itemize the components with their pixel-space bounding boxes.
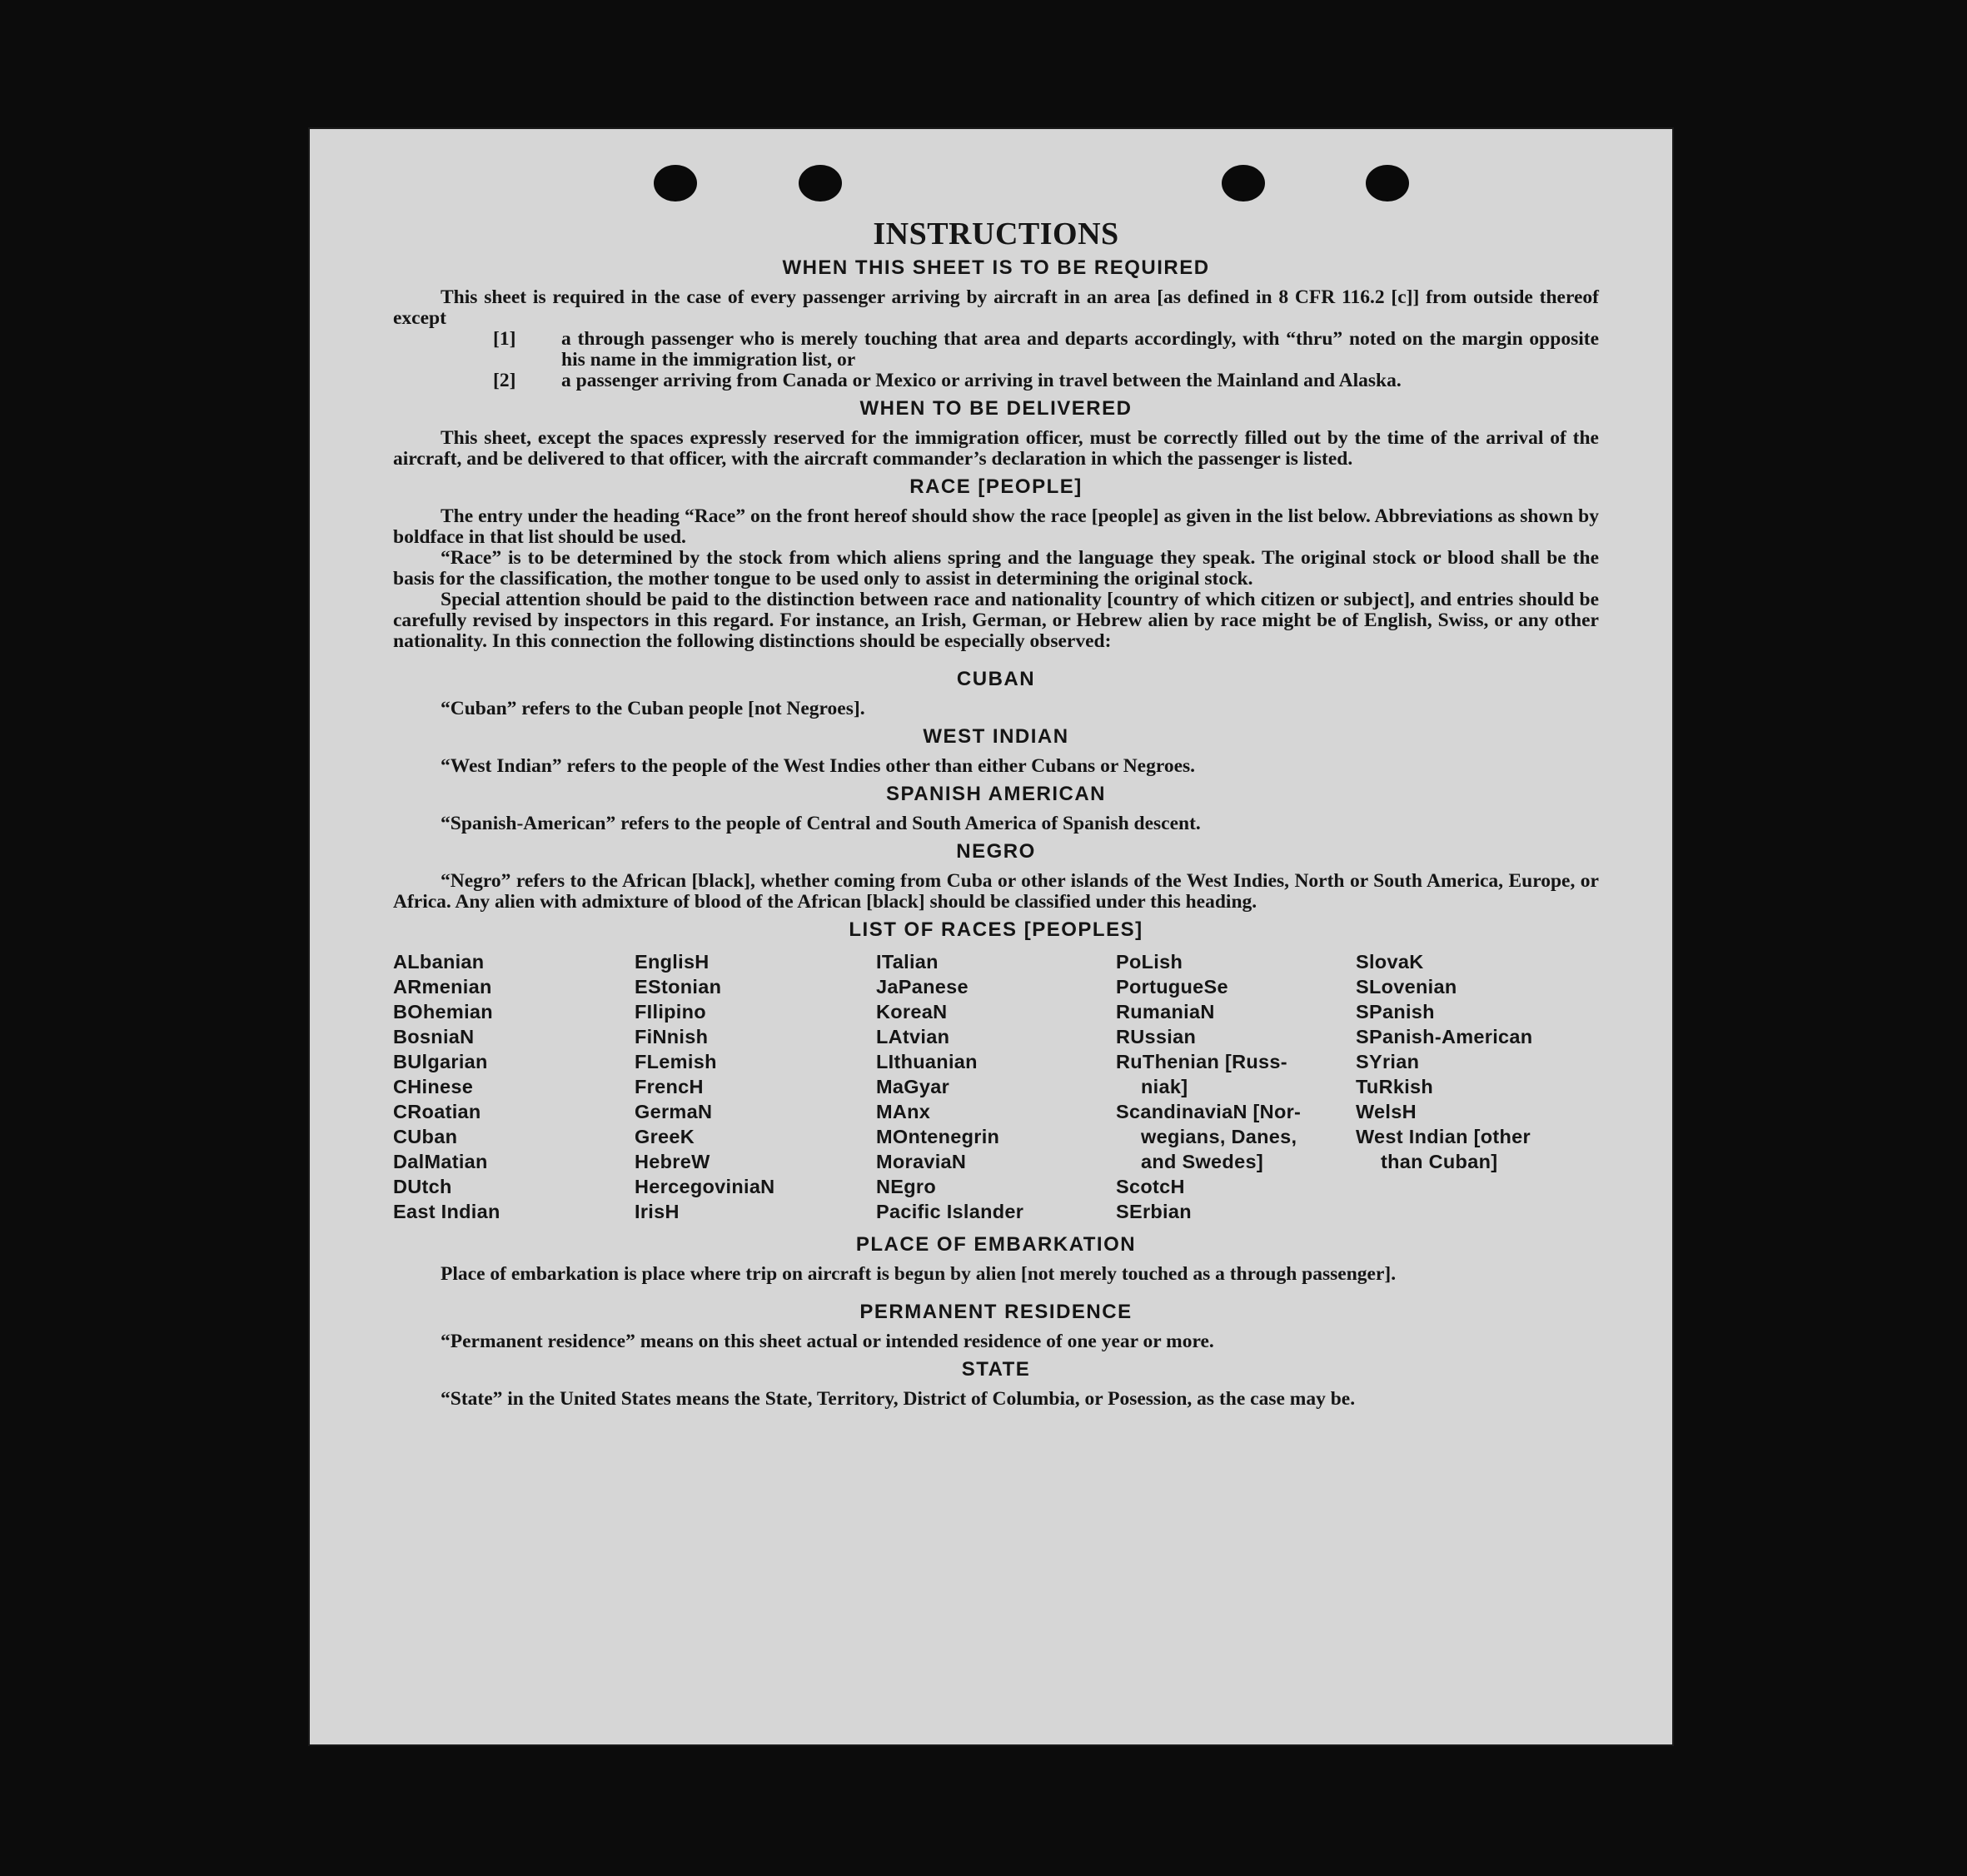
- paragraph: [393, 287, 1599, 329]
- race-entry: SPanish: [1356, 1001, 1435, 1023]
- race-entry: FrencH: [635, 1076, 704, 1097]
- paragraph: The entry under the heading “Race” on the front hereof should show the race [people] as given in the list below. Abbreviations as shown by boldface in that list should be used.: [393, 505, 1599, 548]
- paragraph: This sheet, except the spaces expressly reserved for the immigration officer, must be correctly filled out by the time of the arrival of the aircraft, and be delivered to that officer, with the aircraft commander’s declaration in which the passenger is listed.: [393, 427, 1599, 470]
- race-entry: ITalian: [876, 951, 939, 973]
- section-heading-list-of-races: LIST OF RACES [PEOPLES]: [849, 918, 1143, 941]
- race-entry: wegians, Danes,: [1141, 1126, 1297, 1147]
- paragraph: Place of embarkation is place where trip on aircraft is begun by alien [not merely touched as a through passenger].: [441, 1263, 1397, 1285]
- race-entry: EStonian: [635, 976, 722, 998]
- race-entry: RuThenian [Russ-: [1116, 1051, 1287, 1072]
- race-entry: ScandinaviaN [Nor-: [1116, 1101, 1302, 1122]
- paragraph: “Cuban” refers to the Cuban people [not Negroes].: [441, 698, 865, 719]
- paragraph: “State” in the United States means the State, Territory, District of Columbia, or Posession, as the case may be.: [441, 1388, 1356, 1410]
- list-item: [393, 371, 1599, 391]
- section-heading-state: STATE: [961, 1358, 1031, 1381]
- section-heading-when-required: WHEN THIS SHEET IS TO BE REQUIRED: [782, 256, 1210, 279]
- paragraph-emphasis: except: [393, 307, 446, 329]
- punch-hole: [1222, 165, 1265, 202]
- race-entry: MOntenegrin: [876, 1126, 1000, 1147]
- race-entry: RumaniaN: [1116, 1001, 1215, 1023]
- race-entry: ALbanian: [393, 951, 485, 973]
- race-entry: MAnx: [876, 1101, 931, 1122]
- races-table: [393, 949, 1599, 1224]
- list-number: [1]: [493, 328, 516, 350]
- list-text: a passenger arriving from Canada or Mexico or arriving in travel between the Mainland and Alaska.: [561, 370, 1402, 391]
- race-entry: PoLish: [1116, 951, 1183, 973]
- document-sheet: [308, 127, 1674, 1746]
- list-number: [2]: [493, 370, 516, 391]
- list-item: [393, 329, 1599, 371]
- race-entry: TuRkish: [1356, 1076, 1434, 1097]
- paragraph: “Race” is to be determined by the stock from which aliens spring and the language they speak. The original stock or blood shall be the basis for the classification, the mother tongue to be used only to assist in determining the original stock.: [393, 547, 1599, 590]
- race-entry: FLemish: [635, 1051, 717, 1072]
- race-entry: MoraviaN: [876, 1151, 967, 1172]
- section-heading-when-delivered: WHEN TO BE DELIVERED: [859, 397, 1133, 420]
- race-entry: CRoatian: [393, 1101, 481, 1122]
- section-heading-spanish-american: SPANISH AMERICAN: [885, 783, 1106, 805]
- race-entry: SlovaK: [1356, 951, 1424, 973]
- race-entry: ScotcH: [1116, 1176, 1185, 1197]
- race-column: [1116, 949, 1356, 1224]
- race-entry: DUtch: [393, 1176, 452, 1197]
- race-entry: RUssian: [1116, 1026, 1197, 1047]
- race-entry: ARmenian: [393, 976, 492, 998]
- paragraph: Special attention should be paid to the distinction between race and nationality [country of which citizen or subject], and entries should be carefully revised by inspectors in this regard. For instance, an Irish, German, or Hebrew alien by race might be of English, Swiss, or any other nationality. In this connection the following distinctions should be especially observed:: [393, 589, 1599, 652]
- race-entry: IrisH: [635, 1201, 680, 1222]
- paragraph: “Spanish-American” refers to the people of Central and South America of Spanish descent.: [441, 813, 1201, 834]
- race-entry: GreeK: [635, 1126, 695, 1147]
- race-entry: PortugueSe: [1116, 976, 1228, 998]
- race-entry: FiNnish: [635, 1026, 709, 1047]
- race-entry: FIlipino: [635, 1001, 706, 1023]
- race-entry: DalMatian: [393, 1151, 488, 1172]
- race-column: [876, 949, 1116, 1224]
- race-entry: GermaN: [635, 1101, 713, 1122]
- race-entry: NEgro: [876, 1176, 936, 1197]
- race-column: [393, 949, 635, 1224]
- race-entry: than Cuban]: [1381, 1151, 1498, 1172]
- race-entry: EnglisH: [635, 951, 710, 973]
- race-entry: SErbian: [1116, 1201, 1192, 1222]
- race-entry: HercegoviniaN: [635, 1176, 775, 1197]
- race-entry: JaPanese: [876, 976, 969, 998]
- race-entry: West Indian [other: [1356, 1126, 1531, 1147]
- race-entry: LAtvian: [876, 1026, 950, 1047]
- section-heading-embarkation: PLACE OF EMBARKATION: [855, 1233, 1137, 1256]
- punch-hole: [799, 165, 842, 202]
- punch-hole: [1366, 165, 1409, 202]
- paragraph: “Permanent residence” means on this sheet actual or intended residence of one year or more.: [441, 1331, 1214, 1352]
- race-entry: and Swedes]: [1141, 1151, 1263, 1172]
- race-entry: WelsH: [1356, 1101, 1417, 1122]
- race-entry: LIthuanian: [876, 1051, 978, 1072]
- race-entry: SYrian: [1356, 1051, 1420, 1072]
- race-entry: BUlgarian: [393, 1051, 488, 1072]
- section-heading-negro: NEGRO: [956, 840, 1036, 863]
- section-heading-cuban: CUBAN: [956, 668, 1036, 690]
- race-entry: Pacific Islander: [876, 1201, 1024, 1222]
- race-entry: BOhemian: [393, 1001, 493, 1023]
- instructions-body: [393, 217, 1599, 1410]
- race-entry: HebreW: [635, 1151, 710, 1172]
- section-heading-permanent-residence: PERMANENT RESIDENCE: [859, 1301, 1133, 1323]
- race-entry: niak]: [1141, 1076, 1188, 1097]
- punch-hole: [654, 165, 697, 202]
- section-heading-west-indian: WEST INDIAN: [923, 725, 1069, 748]
- section-heading-race: RACE [PEOPLE]: [909, 475, 1083, 498]
- list-text: a through passenger who is merely touching that area and departs accordingly, with “thru” noted on the margin opposite his name in the immigration list, or: [561, 328, 1599, 371]
- page-title: INSTRUCTIONS: [873, 216, 1119, 251]
- race-entry: MaGyar: [876, 1076, 950, 1097]
- race-entry: KoreaN: [876, 1001, 948, 1023]
- race-entry: CUban: [393, 1126, 458, 1147]
- paragraph-text: This sheet is required in the case of every passenger arriving by aircraft in an area [as defined in 8 CFR 116.2 [c]] from outside thereof: [441, 286, 1599, 308]
- race-entry: CHinese: [393, 1076, 474, 1097]
- race-column: [635, 949, 876, 1224]
- race-entry: East Indian: [393, 1201, 500, 1222]
- race-entry: SLovenian: [1356, 976, 1457, 998]
- paragraph: “Negro” refers to the African [black], whether coming from Cuba or other islands of the West Indies, North or South America, Europe, or Africa. Any alien with admixture of blood of the African [black] should be classified under this heading.: [393, 870, 1599, 913]
- race-entry: SPanish-American: [1356, 1026, 1533, 1047]
- race-entry: BosniaN: [393, 1026, 475, 1047]
- race-column: [1356, 949, 1599, 1224]
- paragraph: “West Indian” refers to the people of the West Indies other than either Cubans or Negroes.: [441, 755, 1196, 777]
